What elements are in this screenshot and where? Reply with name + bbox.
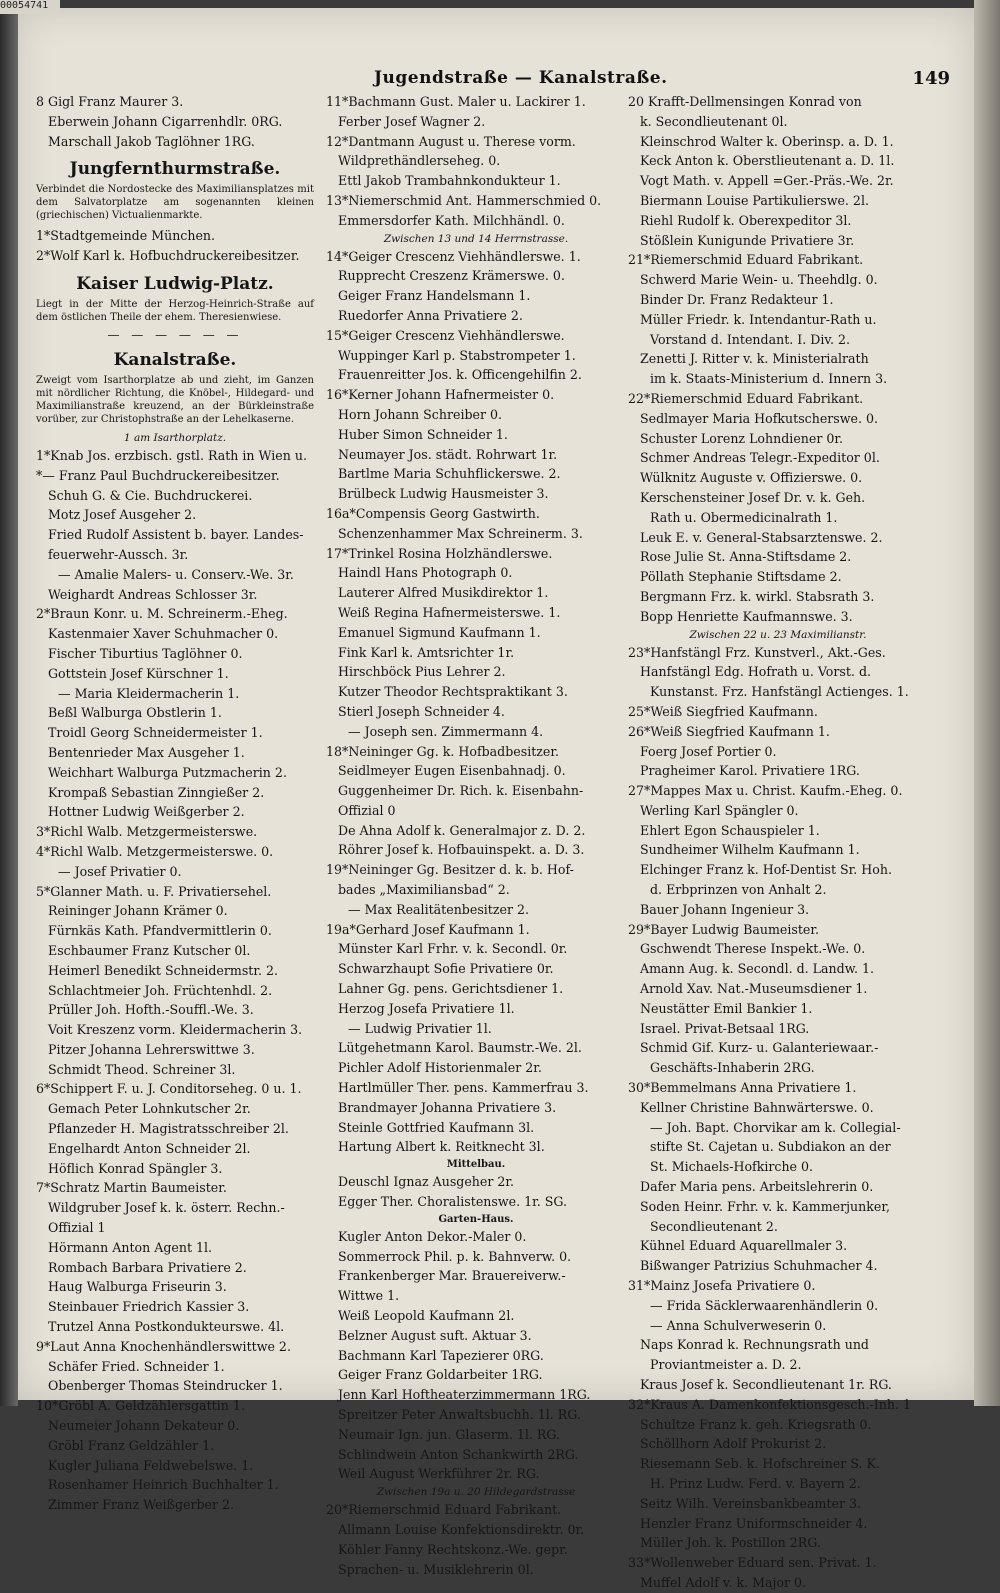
- directory-entry: stifte St. Cajetan u. Subdiakon an der: [650, 1139, 891, 1155]
- directory-entry: Schultze Franz k. geh. Kriegsrath 0.: [640, 1416, 872, 1432]
- directory-entry: Neumayer Jos. städt. Rohrwart 1r.: [338, 446, 558, 462]
- directory-entry: Belzner August suft. Aktuar 3.: [338, 1327, 532, 1343]
- directory-entry: 8 Gigl Franz Maurer 3.: [36, 94, 184, 109]
- directory-entry: Vogt Math. v. Appell =Ger.-Präs.-We. 2r.: [640, 173, 894, 189]
- street-description: Zweigt vom Isarthorplatze ab und zieht, im Ganzen mit nördlicher Richtung, die Knöbel-, Hildegard- und Maximilianstraße kreuzend, an der Bürkleinstraße vorüber, zur Christophstraße an der Lehelkaserne.: [36, 374, 314, 425]
- directory-entry: 32*Kraus A. Damenkonfektionsgesch.-Inh. 1: [628, 1396, 911, 1412]
- directory-entry: Schuh G. & Cie. Buchdruckerei.: [48, 487, 253, 503]
- directory-entry: — Anna Schulverweserin 0.: [650, 1317, 827, 1333]
- directory-entry: Binder Dr. Franz Redakteur 1.: [640, 291, 834, 307]
- directory-entry: 18*Neininger Gg. k. Hofbadbesitzer.: [326, 743, 560, 759]
- directory-entry: 16a*Compensis Georg Gastwirth.: [326, 505, 540, 521]
- cross-street-marker: Zwischen 19a u. 20 Hildegardstrasse: [376, 1486, 576, 1499]
- directory-entry: Troidl Georg Schneidermeister 1.: [48, 725, 263, 741]
- directory-entry: Kraus Josef k. Secondlieutenant 1r. RG.: [640, 1377, 892, 1392]
- directory-entry: 4*Richl Walb. Metzgermeisterswe. 0.: [36, 843, 274, 859]
- directory-entry: 27*Mappes Max u. Christ. Kaufm.-Eheg. 0.: [628, 783, 903, 799]
- directory-entry: Ehlert Egon Schauspieler 1.: [640, 822, 820, 838]
- directory-entry: Arnold Xav. Nat.-Museumsdiener 1.: [640, 981, 868, 997]
- directory-entry: Geschäfts-Inhaberin 2RG.: [650, 1060, 815, 1076]
- directory-entry: Steinbauer Friedrich Kassier 3.: [48, 1299, 250, 1315]
- directory-entry: Gschwendt Therese Inspekt.-We. 0.: [640, 941, 866, 957]
- directory-entry: Haug Walburga Friseurin 3.: [48, 1279, 227, 1295]
- directory-entry: 2*Wolf Karl k. Hofbuchdruckereibesitzer.: [36, 248, 300, 264]
- directory-entry: — Josef Privatier 0.: [58, 863, 182, 879]
- directory-entry: Heimerl Benedikt Schneidermstr. 2.: [48, 962, 279, 978]
- directory-entry: Eschbaumer Franz Kutscher 0l.: [48, 942, 251, 958]
- directory-entry: Guggenheimer Dr. Rich. k. Eisenbahn-: [338, 783, 584, 799]
- directory-entry: Geiger Franz Handelsmann 1.: [338, 288, 531, 304]
- directory-entry: Motz Josef Ausgeher 2.: [48, 507, 197, 523]
- directory-entry: Kühnel Eduard Aquarellmaler 3.: [640, 1238, 848, 1254]
- directory-entry: Röhrer Josef k. Hofbauinspekt. a. D. 3.: [338, 842, 585, 858]
- directory-entry: Schlachtmeier Joh. Früchtenhdl. 2.: [48, 982, 273, 998]
- directory-entry: 11*Bachmann Gust. Maler u. Lackirer 1.: [326, 94, 586, 109]
- street-description: Liegt in der Mitte der Herzog-Heinrich-Straße auf dem östlichen Theile der ehem. Theresienwiese.: [36, 298, 314, 323]
- directory-entry: bades „Maximiliansbad“ 2.: [338, 882, 510, 898]
- directory-entry: — Maria Kleidermacherin 1.: [58, 685, 240, 701]
- directory-entry: Huber Simon Schneider 1.: [338, 426, 508, 442]
- divider: — — — — — —: [107, 327, 243, 342]
- directory-entry: Sprachen- u. Musiklehrerin 0l.: [338, 1561, 534, 1577]
- directory-entry: Müller Friedr. k. Intendantur-Rath u.: [640, 311, 877, 327]
- directory-entry: Biermann Louise Partikulierswe. 2l.: [640, 192, 869, 208]
- directory-entry: Frauenreitter Jos. k. Officengehilfin 2.: [338, 367, 582, 383]
- cross-street-marker: Zwischen 22 u. 23 Maximilianstr.: [689, 628, 867, 641]
- directory-entry: Neustätter Emil Bankier 1.: [640, 1000, 813, 1016]
- directory-entry: Schwarzhaupt Sofie Privatiere 0r.: [338, 961, 554, 977]
- directory-entry: Weichhart Walburga Putzmacherin 2.: [48, 764, 287, 780]
- directory-entry: Muffel Adolf v. k. Major 0.: [640, 1574, 807, 1590]
- directory-entry: Schöllhorn Adolf Prokurist 2.: [640, 1436, 827, 1452]
- directory-entry: Fürnkäs Kath. Pfandvermittlerin 0.: [48, 923, 272, 939]
- directory-entry: Bentenrieder Max Ausgeher 1.: [48, 744, 245, 760]
- directory-entry: Hanfstängl Edg. Hofrath u. Vorst. d.: [640, 664, 872, 680]
- directory-entry: Emanuel Sigmund Kaufmann 1.: [338, 624, 541, 640]
- directory-entry: d. Erbprinzen von Anhalt 2.: [650, 882, 827, 898]
- directory-entry: Bopp Henriette Kaufmannswe. 3.: [640, 608, 853, 624]
- directory-entry: Kerschensteiner Josef Dr. v. k. Geh.: [640, 489, 866, 505]
- directory-entry: k. Secondlieutenant 0l.: [640, 113, 788, 129]
- directory-entry: Zimmer Franz Weißgerber 2.: [48, 1497, 235, 1513]
- directory-entry: Wildgruber Josef k. k. österr. Rechn.-: [48, 1200, 285, 1216]
- directory-entry: Obenberger Thomas Steindrucker 1.: [48, 1378, 283, 1394]
- directory-entry: Herzog Josefa Privatiere 1l.: [338, 1000, 515, 1016]
- page-number: 149: [912, 68, 950, 89]
- directory-entry: 19*Neininger Gg. Besitzer d. k. b. Hof-: [326, 862, 574, 878]
- street-description: Verbindet die Nordostecke des Maximiliansplatzes mit dem Salvatorplatze am sogenannten kleinen (griechischen) Victualienmarkte.: [36, 184, 314, 222]
- directory-entry: 12*Dantmann August u. Therese vorm.: [326, 133, 576, 149]
- directory-entry: Schmer Andreas Telegr.-Expeditor 0l.: [640, 450, 880, 466]
- directory-entry: Pragheimer Karol. Privatiere 1RG.: [640, 763, 860, 779]
- directory-entry: Weil August Werkführer 2r. RG.: [338, 1466, 540, 1482]
- directory-entry: 20*Riemerschmid Eduard Fabrikant.: [326, 1502, 562, 1518]
- directory-entry: Horn Johann Schreiber 0.: [338, 406, 503, 422]
- directory-entry: — Frida Säcklerwaarenhändlerin 0.: [650, 1297, 879, 1313]
- directory-entry: Lahner Gg. pens. Gerichtsdiener 1.: [338, 981, 564, 997]
- directory-entry: Pitzer Johanna Lehrerswittwe 3.: [48, 1041, 255, 1057]
- directory-entry: Fried Rudolf Assistent b. bayer. Landes-: [48, 527, 304, 543]
- directory-entry: Schwerd Marie Wein- u. Theehdlg. 0.: [640, 272, 878, 288]
- directory-entry: Kastenmaier Xaver Schuhmacher 0.: [48, 626, 279, 642]
- directory-entry: Kleinschrod Walter k. Oberinsp. a. D. 1.: [640, 133, 894, 149]
- directory-entry: 19a*Gerhard Josef Kaufmann 1.: [326, 921, 530, 937]
- page-title: Jugendstraße — Kanalstraße.: [374, 68, 668, 88]
- directory-entry: Seitz Wilh. Vereinsbankbeamter 3.: [640, 1495, 861, 1511]
- directory-entry: 26*Weiß Siegfried Kaufmann 1.: [628, 723, 830, 739]
- directory-entry: feuerwehr-Aussch. 3r.: [48, 546, 189, 562]
- street-heading: Kanalstraße.: [113, 349, 237, 370]
- directory-entry: *— Franz Paul Buchdruckereibesitzer.: [36, 467, 280, 483]
- directory-entry: H. Prinz Ludw. Ferd. v. Bayern 2.: [650, 1475, 861, 1491]
- directory-entry: Schenzenhammer Max Schreinerm. 3.: [338, 525, 583, 541]
- directory-entry: — Max Realitätenbesitzer 2.: [348, 901, 529, 917]
- directory-entry: Hörmann Anton Agent 1l.: [48, 1239, 213, 1255]
- directory-entry: Kugler Juliana Feldwebelswe. 1.: [48, 1457, 254, 1473]
- directory-entry: Hottner Ludwig Weißgerber 2.: [48, 804, 245, 820]
- directory-entry: 14*Geiger Crescenz Viehhändlerswe. 1.: [326, 248, 581, 264]
- directory-entry: Gottstein Josef Kürschner 1.: [48, 665, 229, 681]
- directory-entry: Gemach Peter Lohnkutscher 2r.: [48, 1101, 251, 1117]
- directory-entry: 25*Weiß Siegfried Kaufmann.: [628, 703, 818, 719]
- directory-entry: Emmersdorfer Kath. Milchhändl. 0.: [338, 212, 565, 228]
- directory-entry: 1*Stadtgemeinde München.: [36, 228, 216, 244]
- directory-entry: Bauer Johann Ingenieur 3.: [640, 901, 810, 917]
- building-section-label: Garten-Haus.: [438, 1213, 514, 1225]
- directory-entry: 5*Glanner Math. u. F. Privatiersehel.: [36, 883, 272, 899]
- directory-entry: Geiger Franz Goldarbeiter 1RG.: [338, 1367, 543, 1383]
- column-middle: [326, 92, 626, 1579]
- directory-entry: Weiß Regina Hafnermeisterswe. 1.: [338, 604, 561, 620]
- street-heading: Jungfernthurmstraße.: [69, 159, 281, 180]
- directory-entry: — Joseph sen. Zimmermann 4.: [348, 723, 544, 739]
- directory-entry: Frankenberger Mar. Brauereiverw.-: [338, 1268, 566, 1284]
- directory-entry: Neumair Ign. jun. Glaserm. 1l. RG.: [338, 1426, 560, 1442]
- directory-entry: 31*Mainz Josefa Privatiere 0.: [628, 1278, 816, 1294]
- directory-entry: Ruedorfer Anna Privatiere 2.: [338, 307, 523, 323]
- directory-entry: 2*Braun Konr. u. M. Schreinerm.-Eheg.: [36, 606, 288, 622]
- directory-entry: Sommerrock Phil. p. k. Bahnverw. 0.: [338, 1248, 572, 1264]
- directory-entry: Haindl Hans Photograph 0.: [338, 565, 513, 581]
- directory-entry: 21*Riemerschmid Eduard Fabrikant.: [628, 252, 864, 268]
- binding-gutter: [0, 0, 18, 1406]
- directory-entry: Voit Kreszenz vorm. Kleidermacherin 3.: [48, 1022, 303, 1038]
- directory-entry: Deuschl Ignaz Ausgeher 2r.: [338, 1174, 515, 1190]
- directory-entry: Beßl Walburga Obstlerin 1.: [48, 705, 222, 721]
- archive-stamp: 00054741: [0, 0, 60, 14]
- directory-entry: Eberwein Johann Cigarrenhdlr. 0RG.: [48, 113, 283, 129]
- directory-entry: 9*Laut Anna Knochenhändlerswittwe 2.: [36, 1338, 291, 1354]
- directory-entry: Steinle Gottfried Kaufmann 3l.: [338, 1119, 535, 1135]
- directory-entry: Reininger Johann Krämer 0.: [48, 903, 228, 919]
- directory-entry: 3*Richl Walb. Metzgermeisterswe.: [36, 824, 258, 840]
- directory-entry: Allmann Louise Konfektionsdirektr. 0r.: [338, 1521, 585, 1537]
- page-header: [344, 68, 964, 92]
- directory-entry: Naps Konrad k. Rechnungsrath und: [640, 1337, 869, 1353]
- directory-entry: Fink Karl k. Amtsrichter 1r.: [338, 644, 515, 660]
- directory-entry: — Ludwig Privatier 1l.: [348, 1020, 492, 1036]
- directory-entry: Amann Aug. k. Secondl. d. Landw. 1.: [640, 961, 875, 977]
- directory-entry: Rose Julie St. Anna-Stiftsdame 2.: [640, 549, 852, 565]
- directory-entry: 13*Niemerschmid Ant. Hammerschmied 0.: [326, 192, 602, 208]
- directory-entry: Pflanzeder H. Magistratsschreiber 2l.: [48, 1121, 289, 1137]
- directory-entry: Müller Joh. k. Postillon 2RG.: [640, 1535, 821, 1551]
- directory-entry: Ettl Jakob Trambahnkondukteur 1.: [338, 173, 561, 189]
- directory-entry: Soden Heinr. Frhr. v. k. Kammerjunker,: [640, 1198, 890, 1214]
- directory-entry: 1*Knab Jos. erzbisch. gstl. Rath in Wien u.: [36, 447, 307, 463]
- directory-entry: Lauterer Alfred Musikdirektor 1.: [338, 585, 549, 601]
- directory-entry: Vorstand d. Intendant. I. Div. 2.: [650, 331, 851, 347]
- directory-entry: Wülknitz Auguste v. Offizierswe. 0.: [640, 470, 863, 486]
- directory-entry: Schäfer Fried. Schneider 1.: [48, 1358, 225, 1374]
- directory-entry: Schmidt Theod. Schreiner 3l.: [48, 1061, 236, 1077]
- directory-entry: 6*Schippert F. u. J. Conditorseheg. 0 u. 1.: [36, 1081, 302, 1097]
- directory-entry: Pöllath Stephanie Stiftsdame 2.: [640, 569, 842, 585]
- page-edge: [974, 0, 1000, 1406]
- directory-entry: Bergmann Frz. k. wirkl. Stabsrath 3.: [640, 588, 875, 604]
- directory-entry: Henzler Franz Uniformschneider 4.: [640, 1515, 868, 1531]
- directory-entry: St. Michaels-Hofkirche 0.: [650, 1159, 814, 1175]
- directory-entry: Rupprecht Creszenz Krämerswe. 0.: [338, 268, 565, 284]
- directory-entry: Weighardt Andreas Schlosser 3r.: [48, 586, 258, 602]
- directory-page: [14, 8, 974, 1590]
- directory-entry: Bißwanger Patrizius Schuhmacher 4.: [640, 1258, 878, 1274]
- directory-entry: Kellner Christine Bahnwärterswe. 0.: [640, 1099, 874, 1115]
- directory-entry: Münster Karl Frhr. v. k. Secondl. 0r.: [338, 941, 568, 957]
- directory-entry: Elchinger Franz k. Hof-Dentist Sr. Hoh.: [640, 862, 892, 878]
- directory-entry: Werling Karl Spängler 0.: [640, 802, 799, 818]
- directory-entry: Wildprethändlerseheg. 0.: [338, 153, 501, 169]
- directory-entry: Offizial 0: [338, 802, 396, 818]
- directory-entry: Schlindwein Anton Schankwirth 2RG.: [338, 1446, 579, 1462]
- directory-entry: Secondlieutenant 2.: [650, 1218, 778, 1234]
- directory-entry: 7*Schratz Martin Baumeister.: [36, 1180, 227, 1196]
- directory-entry: Sundheimer Wilhelm Kaufmann 1.: [640, 842, 860, 858]
- directory-entry: Stierl Joseph Schneider 4.: [338, 703, 505, 719]
- directory-entry: Proviantmeister a. D. 2.: [650, 1357, 802, 1373]
- directory-entry: Keck Anton k. Oberstlieutenant a. D. 1l.: [640, 153, 895, 169]
- directory-entry: 10*Gröbl A. Geldzählersgattin 1.: [36, 1398, 245, 1414]
- directory-entry: 30*Bemmelmans Anna Privatiere 1.: [628, 1080, 857, 1096]
- directory-entry: Engelhardt Anton Schneider 2l.: [48, 1140, 251, 1156]
- column-left: [36, 92, 314, 1515]
- directory-entry: 23*Hanfstängl Frz. Kunstverl., Akt.-Ges.: [628, 644, 886, 660]
- street-heading: Kaiser Ludwig-Platz.: [76, 273, 274, 294]
- directory-entry: Zenetti J. Ritter v. k. Ministerialrath: [640, 351, 869, 367]
- directory-entry: 17*Trinkel Rosina Holzhändlerswe.: [326, 545, 553, 561]
- directory-entry: De Ahna Adolf k. Generalmajor z. D. 2.: [338, 822, 586, 838]
- building-section-label: Mittelbau.: [446, 1159, 506, 1171]
- directory-entry: Stößlein Kunigunde Privatiere 3r.: [640, 232, 855, 248]
- directory-entry: Spreitzer Peter Anwaltsbuchh. 1l. RG.: [338, 1407, 581, 1422]
- directory-entry: 33*Wollenweber Eduard sen. Privat. 1.: [628, 1555, 877, 1571]
- directory-entry: Fischer Tiburtius Taglöhner 0.: [48, 645, 243, 661]
- directory-entry: Marschall Jakob Taglöhner 1RG.: [48, 133, 255, 149]
- directory-entry: Brülbeck Ludwig Hausmeister 3.: [338, 486, 549, 502]
- directory-entry: — Amalie Malers- u. Conserv.-We. 3r.: [58, 566, 294, 582]
- directory-entry: Offizial 1: [48, 1220, 106, 1236]
- directory-entry: Sedlmayer Maria Hofkutscherswe. 0.: [640, 410, 879, 426]
- directory-entry: Israel. Privat-Betsaal 1RG.: [640, 1020, 810, 1036]
- directory-entry: Dafer Maria pens. Arbeitslehrerin 0.: [640, 1179, 874, 1195]
- directory-entry: Egger Ther. Choralistenswe. 1r. SG.: [338, 1194, 567, 1210]
- directory-entry: Bachmann Karl Tapezierer 0RG.: [338, 1347, 544, 1363]
- directory-entry: Kunstanst. Frz. Hanfstängl Actienges. 1.: [650, 684, 909, 700]
- directory-entry: 29*Bayer Ludwig Baumeister.: [628, 921, 819, 937]
- directory-entry: Wuppinger Karl p. Stabstrompeter 1.: [338, 347, 576, 363]
- directory-entry: Pichler Adolf Historienmaler 2r.: [338, 1060, 542, 1076]
- directory-entry: — Joh. Bapt. Chorvikar am k. Collegial-: [650, 1119, 901, 1135]
- directory-entry: Seidlmeyer Eugen Eisenbahnadj. 0.: [338, 763, 566, 779]
- directory-entry: Hartlmüller Ther. pens. Kammerfrau 3.: [338, 1080, 589, 1096]
- directory-entry: Rombach Barbara Privatiere 2.: [48, 1259, 247, 1275]
- directory-entry: Weiß Leopold Kaufmann 2l.: [338, 1308, 515, 1324]
- directory-entry: Jenn Karl Hoftheaterzimmermann 1RG.: [338, 1387, 591, 1403]
- directory-entry: Prüller Joh. Hofth.-Souffl.-We. 3.: [48, 1002, 254, 1018]
- directory-entry: 16*Kerner Johann Hafnermeister 0.: [326, 387, 555, 403]
- cross-street-marker: 1 am Isarthorplatz.: [123, 431, 227, 444]
- directory-entry: Bartlme Maria Schuhflickerswe. 2.: [338, 466, 561, 482]
- directory-entry: 22*Riemerschmid Eduard Fabrikant.: [628, 390, 864, 406]
- directory-entry: Riehl Rudolf k. Oberexpeditor 3l.: [640, 212, 852, 228]
- directory-entry: Gröbl Franz Geldzähler 1.: [48, 1437, 215, 1453]
- directory-entry: Schmid Gif. Kurz- u. Galanteriewaar.-: [640, 1040, 879, 1056]
- directory-entry: Kugler Anton Dekor.-Maler 0.: [338, 1228, 527, 1244]
- directory-entry: Wittwe 1.: [338, 1288, 400, 1304]
- directory-entry: 15*Geiger Crescenz Viehhändlerswe.: [326, 327, 565, 343]
- directory-entry: Hirschböck Pius Lehrer 2.: [338, 664, 506, 680]
- directory-entry: Hartung Albert k. Reitknecht 3l.: [338, 1139, 545, 1155]
- directory-entry: Rath u. Obermedicinalrath 1.: [650, 509, 838, 525]
- directory-entry: Neumeier Johann Dekateur 0.: [48, 1418, 240, 1434]
- directory-entry: Kutzer Theodor Rechtspraktikant 3.: [338, 684, 568, 700]
- directory-entry: Brandmayer Johanna Privatiere 3.: [338, 1099, 557, 1115]
- directory-entry: Köhler Fanny Rechtskonz.-We. gepr.: [338, 1541, 568, 1557]
- directory-entry: Leuk E. v. General-Stabsarztenswe. 2.: [640, 529, 883, 545]
- directory-entry: Ferber Josef Wagner 2.: [338, 113, 486, 129]
- directory-entry: Schuster Lorenz Lohndiener 0r.: [640, 430, 844, 446]
- directory-entry: Krompaß Sebastian Zinngießer 2.: [48, 784, 265, 800]
- directory-entry: Lütgehetmann Karol. Baumstr.-We. 2l.: [338, 1040, 582, 1056]
- column-right: [628, 92, 928, 1593]
- directory-entry: 20 Krafft-Dellmensingen Konrad von: [628, 94, 862, 109]
- directory-entry: im k. Staats-Ministerium d. Innern 3.: [650, 371, 888, 387]
- cross-street-marker: Zwischen 13 und 14 Herrnstrasse.: [383, 232, 569, 245]
- directory-entry: Riesemann Seb. k. Hofschreiner S. K.: [640, 1456, 880, 1472]
- directory-entry: Höflich Konrad Spängler 3.: [48, 1160, 223, 1176]
- directory-entry: Foerg Josef Portier 0.: [640, 743, 777, 759]
- directory-entry: Trutzel Anna Postkondukteurswe. 4l.: [48, 1319, 285, 1335]
- directory-entry: Rosenhamer Heinrich Buchhalter 1.: [48, 1477, 279, 1493]
